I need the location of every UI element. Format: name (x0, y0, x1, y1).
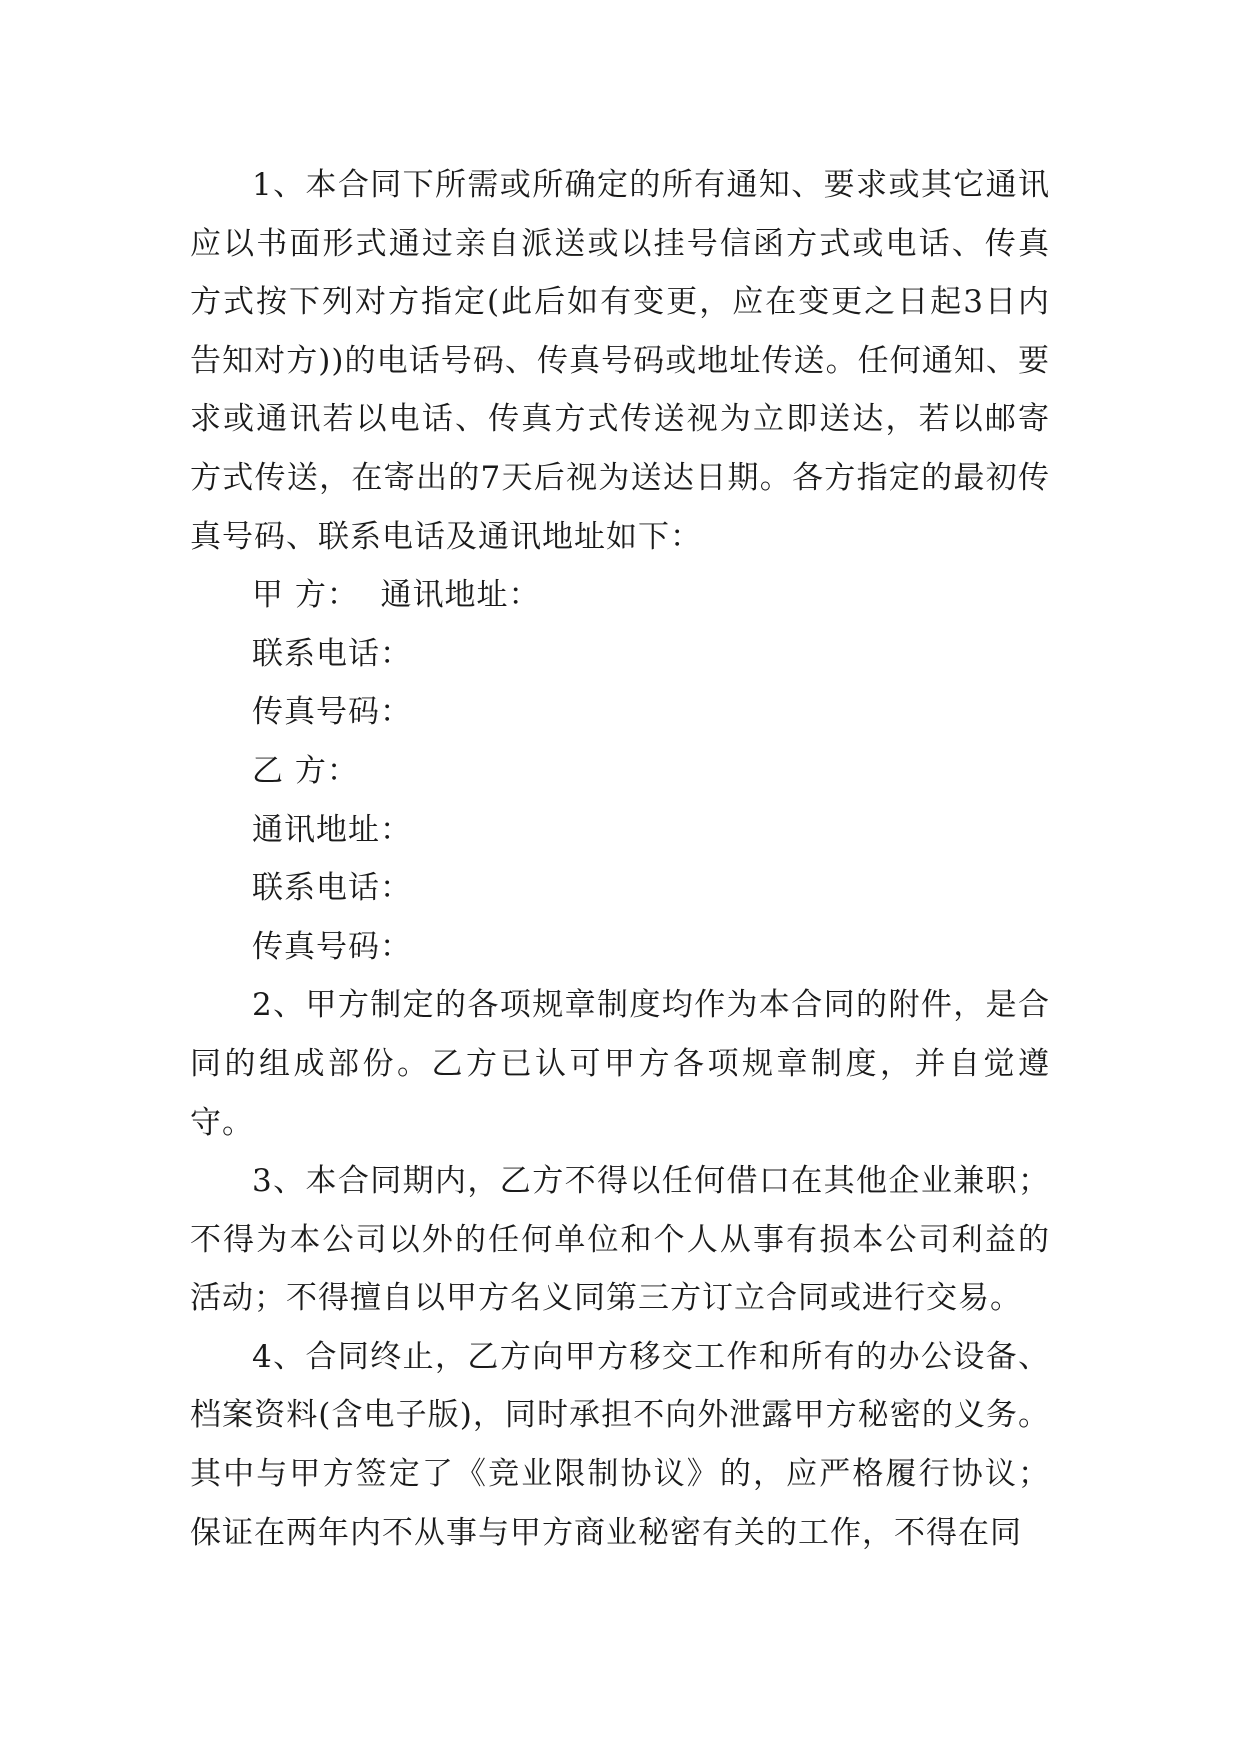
party-b-phone-label: 联系电话： (252, 870, 412, 907)
party-a-header: 甲 方： 通讯地址： (252, 577, 541, 614)
clause-4: 4、合同终止，乙方向甲方移交工作和所有的办公设备、档案资料(含电子版)，同时承担不向外泄露甲方秘密的义务。其中与甲方签定了《竞业限制协议》的，应严格履行协议；保证在两年内不从事与甲方商业秘密有关的工作，不得在同 (190, 1338, 1050, 1551)
clause-1: 1、本合同下所需或所确定的所有通知、要求或其它通讯应以书面形式通过亲自派送或以挂号信函方式或电话、传真方式按下列对方指定(此后如有变更，应在变更之日起3日内告知对方))的电话号码、传真号码或地址传送。任何通知、要求或通讯若以电话、传真方式传送视为立即送达，若以邮寄方式传送，在寄出的7天后视为送达日期。各方指定的最初传真号码、联系电话及通讯地址如下： (190, 167, 1050, 555)
clause-3: 3、本合同期内，乙方不得以任何借口在其他企业兼职；不得为本公司以外的任何单位和个人从事有损本公司利益的活动；不得擅自以甲方名义同第三方订立合同或进行交易。 (190, 1163, 1050, 1317)
party-a-fax-label: 传真号码： (252, 694, 412, 731)
party-b-fax-label: 传真号码： (252, 928, 412, 965)
party-b-header: 乙 方： (252, 752, 359, 789)
party-b-address-label: 通讯地址： (252, 811, 412, 848)
party-a-phone-label: 联系电话： (252, 635, 412, 672)
clause-2: 2、甲方制定的各项规章制度均作为本合同的附件，是合同的组成部份。乙方已认可甲方各项规章制度，并自觉遵守。 (190, 987, 1050, 1141)
document-body (190, 156, 1050, 1562)
